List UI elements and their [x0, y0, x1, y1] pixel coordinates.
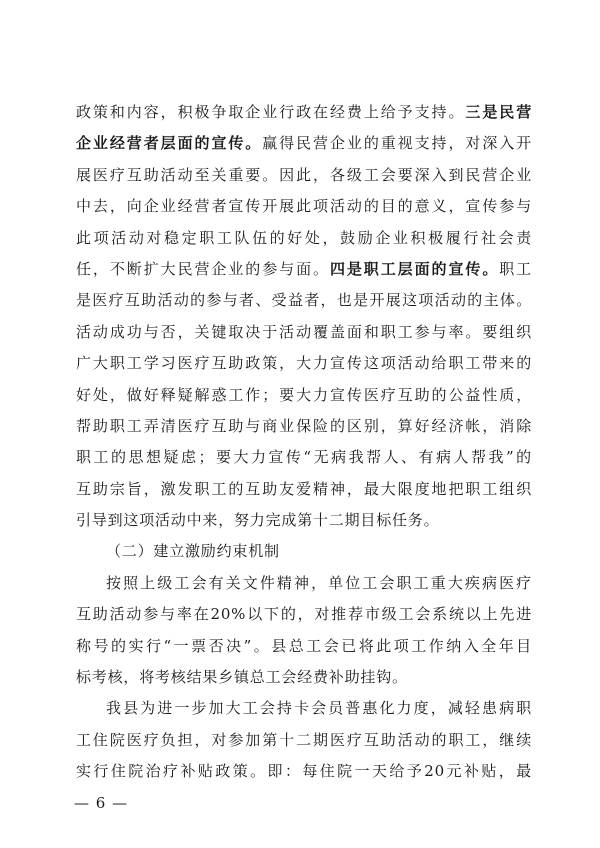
text-line [76, 756, 532, 787]
text-line [76, 160, 532, 191]
text-line [76, 662, 532, 693]
text-run: 展医疗互助活动至关重要。因此，各级工会要深入到民营企业 [76, 165, 532, 184]
text-line [76, 693, 532, 724]
text-run: 互助宗旨，激发职工的互助友爱精神，最大限度地把职工组织 [76, 479, 532, 498]
text-line [76, 568, 532, 599]
text-line [76, 442, 532, 473]
text-line [76, 411, 532, 442]
text-run: （二）建立激励约束机制 [106, 542, 280, 561]
section-heading [76, 536, 532, 567]
text-run: 实行住院治疗补贴政策。即：每住院一天给予20元补贴，最 [76, 762, 532, 781]
text-line [76, 631, 532, 662]
text-line [76, 725, 532, 756]
text-line [76, 348, 532, 379]
text-line [76, 254, 532, 285]
text-run: 帮助职工弄清医疗互助与商业保险的区别，算好经济帐，消除 [76, 416, 532, 435]
text-line [76, 380, 532, 411]
body-text [76, 97, 532, 788]
text-run: 称号的实行“一票否决”。县总工会已将此项工作纳入全年目 [76, 636, 532, 655]
text-run: 政策和内容，积极争取企业行政在经费上给予支持。 [76, 103, 466, 121]
text-line [76, 223, 532, 254]
text-line [76, 474, 532, 505]
text-run: 是医疗互助活动的参与者、受益者，也是开展这项活动的主体。 [76, 291, 532, 310]
text-line [76, 505, 532, 536]
text-run: 按照上级工会有关文件精神，单位工会职工重大疾病医疗 [106, 573, 532, 592]
text-run: 活动成功与否，关键取决于活动覆盖面和职工参与率。要组织 [76, 322, 532, 341]
text-run: 职工的思想疑虑；要大力宣传“无病我帮人、有病人帮我”的 [76, 448, 532, 467]
text-line [76, 128, 532, 159]
bold-phrase: 企业经营者层面的宣传。 [76, 134, 263, 153]
text-run: 此项活动对稳定职工队伍的好处，鼓励企业积极履行社会责 [76, 228, 532, 247]
text-line [76, 285, 532, 316]
text-run: 广大职工学习医疗互助政策，大力宣传这项活动给职工带来的 [76, 354, 532, 373]
text-line [76, 97, 532, 128]
text-run: 中去，向企业经营者宣传开展此项活动的目的意义，宣传参与 [76, 197, 532, 216]
text-run: 我县为进一步加大工会持卡会员普惠化力度，减轻患病职 [106, 699, 532, 718]
bold-phrase: 四是职工层面的宣传。 [329, 259, 500, 278]
text-run: 职工 [499, 259, 532, 278]
text-run: 任，不断扩大民营企业的参与面。 [76, 259, 330, 278]
text-run: 好处，做好释疑解惑工作；要大力宣传医疗互助的公益性质， [76, 385, 532, 404]
page-number: — 6 — [74, 794, 129, 812]
bold-phrase: 三是民营 [465, 103, 532, 121]
text-run: 互助活动参与率在20%以下的，对推荐市级工会系统以上先进 [76, 605, 532, 624]
text-run: 引导到这项活动中来，努力完成第十二期目标任务。 [76, 511, 440, 530]
text-line [76, 599, 532, 630]
text-run: 工住院医疗负担，对参加第十二期医疗互助活动的职工，继续 [76, 730, 532, 749]
text-line [76, 317, 532, 348]
text-run: 标考核，将考核结果乡镇总工会经费补助挂钩。 [76, 668, 408, 687]
text-line [76, 191, 532, 222]
text-run: 赢得民营企业的重视支持，对深入开 [262, 134, 532, 153]
